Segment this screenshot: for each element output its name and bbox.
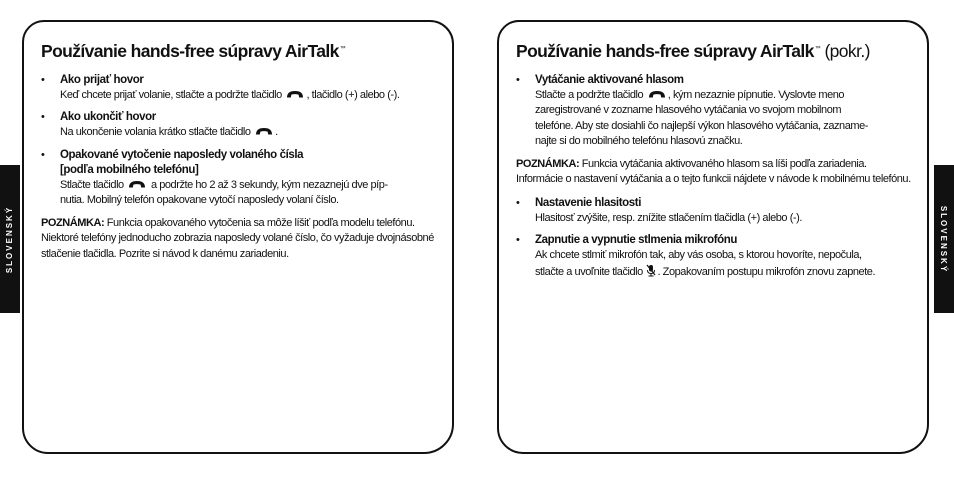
left-page-content xyxy=(41,38,441,270)
bullet: • xyxy=(516,196,520,209)
list-item-volume xyxy=(516,196,916,227)
list-item-heading: Opakované vytočenie naposledy volaného čísla [podľa mobilného telefónu] xyxy=(60,148,304,176)
microphone-mute-icon xyxy=(646,264,656,277)
list-item-heading: Vytáčanie aktivované hlasom xyxy=(535,73,684,86)
handset-icon xyxy=(648,90,666,99)
handset-icon xyxy=(286,90,304,99)
note-label: POZNÁMKA: xyxy=(41,216,105,229)
right-page-title-trademark: ™ xyxy=(814,46,821,52)
left-page-title xyxy=(41,38,441,62)
bullet: • xyxy=(516,234,520,247)
list-item-body: Keď chcete prijať volanie, stlačte a podržte tlačidlo , tlačidlo (+) alebo (-). xyxy=(60,88,400,101)
list-item-voice-dial xyxy=(516,73,916,150)
list-item-end-call xyxy=(41,110,441,141)
list-item-body: Hlasitosť zvýšite, resp. znížite stlačením tlačidla (+) alebo (-). xyxy=(535,211,802,224)
note-text: Funkcia vytáčania aktivovaného hlasom sa líši podľa zariadenia. Informácie o nastavení vytáčania a o tejto funkcii nájdete v návode k mobilnému telefónu. xyxy=(516,157,911,186)
note-label: POZNÁMKA: xyxy=(516,157,580,170)
left-page-title-text: Používanie hands-free súpravy AirTalk xyxy=(41,40,339,61)
right-page-panel xyxy=(497,20,929,454)
list-item-body: Ak chcete stlmiť mikrofón tak, aby vás osoba, s ktorou hovoríte, nepočula, stlačte a uvoľnite tlačidlo . Zopakovaním postupu mikrofón znovu zapnete. xyxy=(535,249,876,278)
bullet: • xyxy=(41,148,45,161)
list-item-answer-call xyxy=(41,73,441,104)
list-item-body: Na ukončenie volania krátko stlačte tlačidlo . xyxy=(60,126,278,139)
right-page-content xyxy=(516,38,916,287)
list-item-redial xyxy=(41,148,441,209)
language-tab-right-label: SLOVENSKÝ xyxy=(939,205,949,273)
list-item-heading: Zapnutie a vypnutie stlmenia mikrofónu xyxy=(535,234,738,247)
bullet: • xyxy=(516,73,520,86)
language-tab-left xyxy=(0,165,20,313)
left-page-panel xyxy=(22,20,454,454)
left-note xyxy=(41,216,441,263)
list-item-mute xyxy=(516,233,916,280)
list-item-body: Stlačte tlačidlo a podržte ho 2 až 3 sekundy, kým nezaznejú dve píp- nutia. Mobilný telefón opakovane vytočí naposledy volaní číslo. xyxy=(60,178,388,207)
right-page-title-suffix: (pokr.) xyxy=(824,40,870,61)
handset-icon xyxy=(255,127,273,136)
list-item-heading: Nastavenie hlasitosti xyxy=(535,196,642,209)
list-item-body: Stlačte a podržte tlačidlo , kým nezaznie pípnutie. Vyslovte meno zaregistrované v zozname hlasového vytáčania vo svojom mobilnom telefóne. Aby ste dosiahli čo najlepší výkon hlasového vytáčania, zazname- najte si do mobilného telefónu hlasovú značku. xyxy=(535,88,868,148)
language-tab-right xyxy=(934,165,954,313)
list-item-heading: Ako prijať hovor xyxy=(60,73,144,86)
right-note xyxy=(516,157,916,188)
bullet: • xyxy=(41,111,45,124)
right-page-title-text: Používanie hands-free súpravy AirTalk xyxy=(516,40,814,61)
left-page-title-trademark: ™ xyxy=(339,46,346,52)
list-item-heading: Ako ukončiť hovor xyxy=(60,111,156,124)
note-text: Funkcia opakovaného vytočenia sa môže líšiť podľa modelu telefónu. Niektoré telefóny jednoducho zobrazia naposledy volané číslo, čo vyžaduje dvojnásobné stlačenie tlačidla. Pozrite si návod k danému zariadeniu. xyxy=(41,216,434,260)
handset-icon xyxy=(128,180,146,189)
language-tab-left-label: SLOVENSKÝ xyxy=(5,205,15,273)
right-page-title xyxy=(516,38,916,62)
bullet: • xyxy=(41,73,45,86)
